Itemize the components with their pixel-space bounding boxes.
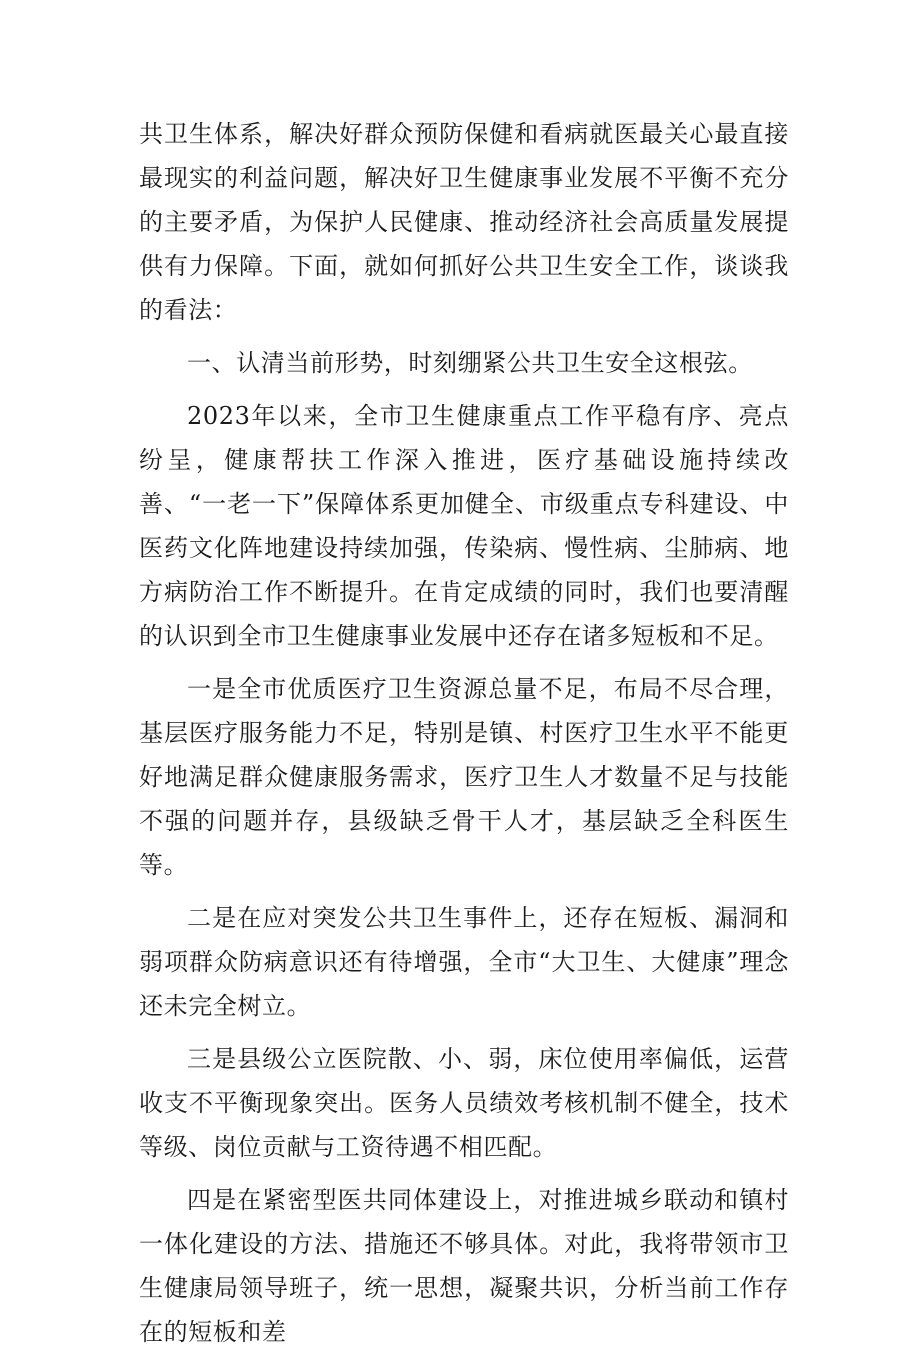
section-heading: 一、认清当前形势，时刻绷紧公共卫生安全这根弦。 xyxy=(187,349,753,377)
paragraph-intro: 共卫生体系，解决好群众预防保健和看病就医最关心最直接最现实的利益问题，解决好卫生健康事业发展不平衡不充分的主要矛盾，为保护人民健康、推动经济社会高质量发展提供有力保障。下面，就如何抓好公共卫生安全工作，谈谈我的看法： xyxy=(139,120,789,324)
paragraph-point-three: 三是县级公立医院散、小、弱，床位使用率偏低，运营收支不平衡现象突出。医务人员绩效考核机制不健全，技术等级、岗位贡献与工资待遇不相匹配。 xyxy=(139,1045,789,1161)
paragraph-point-two: 二是在应对突发公共卫生事件上，还存在短板、漏洞和弱项群众防病意识还有待增强，全市“大卫生、大健康”理念还未完全树立。 xyxy=(139,904,789,1020)
paragraph-point-one: 一是全市优质医疗卫生资源总量不足，布局不尽合理，基层医疗服务能力不足，特别是镇、村医疗卫生水平不能更好地满足群众健康服务需求，医疗卫生人才数量不足与技能不强的问题并存，县级缺乏骨干人才，基层缺乏全科医生等。 xyxy=(139,675,789,879)
document-body xyxy=(139,112,789,1363)
paragraph-point-four: 四是在紧密型医共同体建设上，对推进城乡联动和镇村一体化建设的方法、措施还不够具体。对此，我将带领市卫生健康局领导班子，统一思想，凝聚共识，分析当前工作存在的短板和差 xyxy=(139,1186,789,1346)
paragraph-situation: 2023年以来，全市卫生健康重点工作平稳有序、亮点纷呈，健康帮扶工作深入推进，医疗基础设施持续改善、“一老一下”保障体系更加健全、市级重点专科建设、中医药文化阵地建设持续加强，传染病、慢性病、尘肺病、地方病防治工作不断提升。在肯定成绩的同时，我们也要清醒的认识到全市卫生健康事业发展中还存在诸多短板和不足。 xyxy=(139,402,789,650)
